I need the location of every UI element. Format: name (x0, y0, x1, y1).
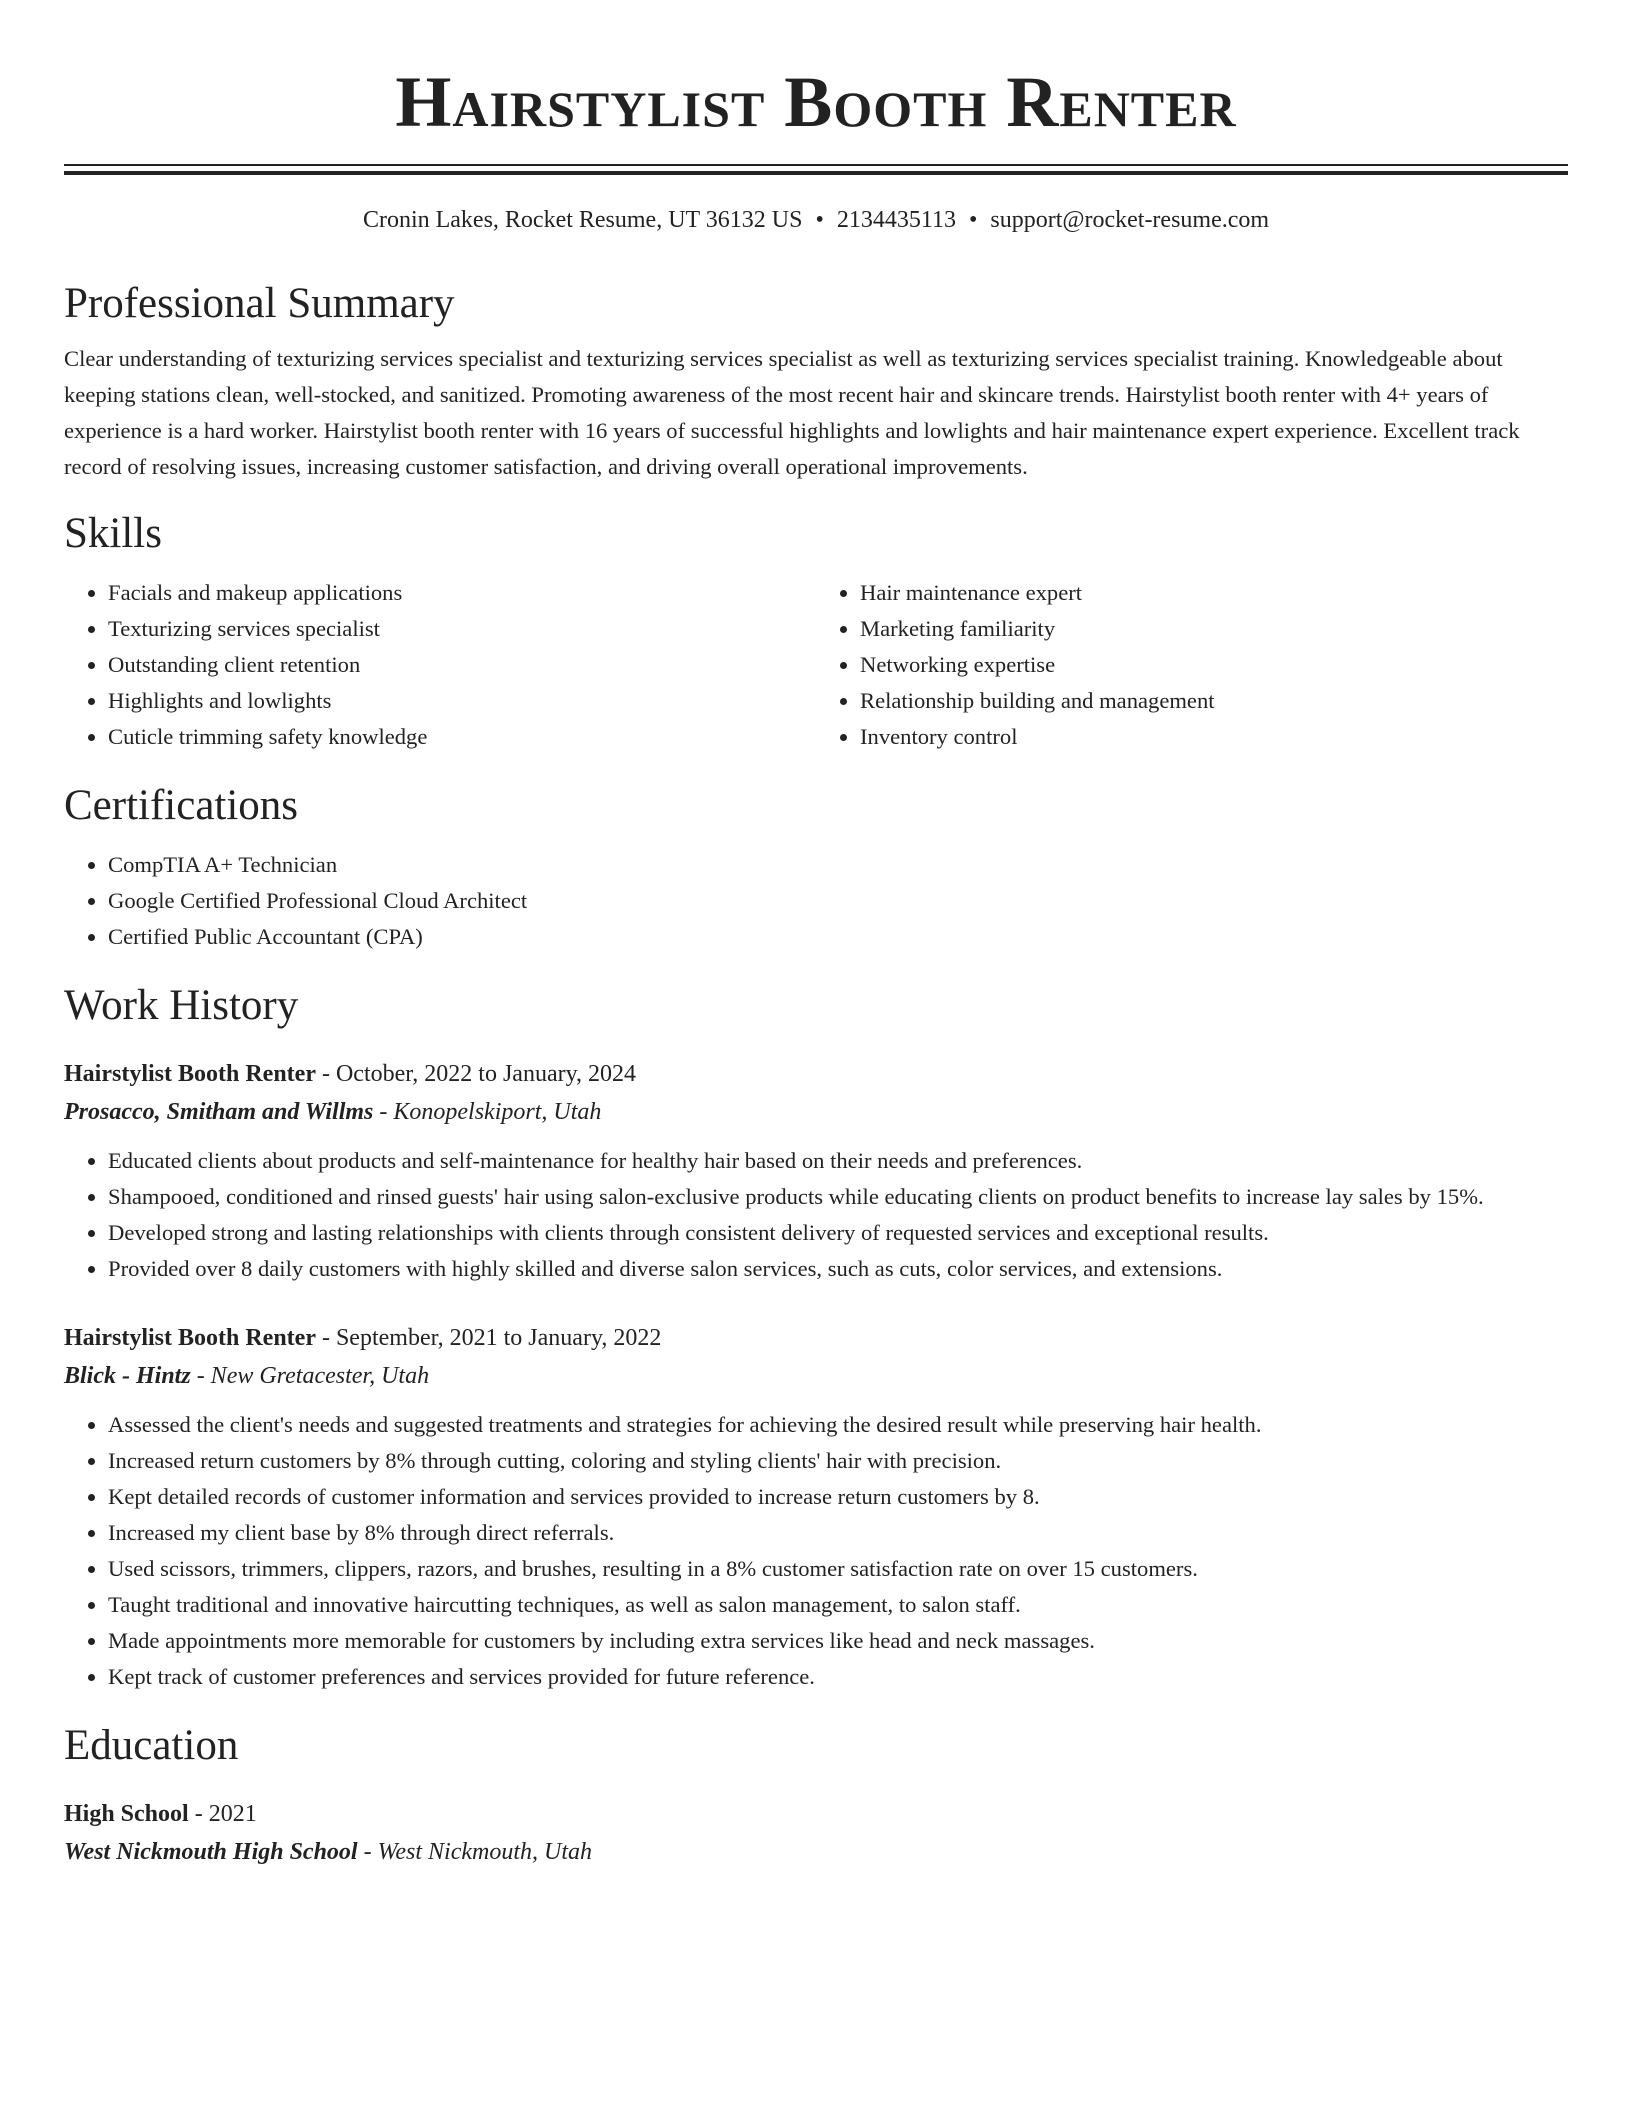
job-dates: - September, 2021 to January, 2022 (315, 1325, 662, 1351)
contact-email: support@rocket-resume.com (990, 207, 1270, 233)
resume-page (64, 0, 1568, 1871)
skills-heading: Skills (64, 510, 162, 557)
header-divider-thick (64, 171, 1568, 175)
job-role: Hairstylist Booth Renter (64, 1061, 316, 1087)
job-location: - New Gretacester, Utah (190, 1363, 430, 1389)
job-duty: • Developed strong and lasting relationships with clients through consistent delivery of requested services and exceptional results. (108, 1215, 1568, 1251)
education-header (64, 1795, 1568, 1833)
job-duty: • Shampooed, conditioned and rinsed guests' hair using salon-exclusive products while educating clients on product benefits to increase lay sales by 15%. (108, 1179, 1568, 1215)
contact-separator: • (968, 207, 978, 233)
job-duties-list (64, 1407, 1568, 1695)
contact-line (64, 203, 1568, 237)
job-role: Hairstylist Booth Renter (64, 1325, 316, 1351)
skill-item: • Facials and makeup applications (108, 575, 816, 611)
certification-item: • Certified Public Accountant (CPA) (108, 919, 1568, 955)
job-duty: • Increased return customers by 8% through cutting, coloring and styling clients' hair with precision. (108, 1443, 1568, 1479)
certifications-heading: Certifications (64, 782, 299, 829)
header-divider-thin (64, 164, 1568, 166)
job-duty: • Kept track of customer preferences and services provided for future reference. (108, 1659, 1568, 1695)
education-year: - 2021 (188, 1801, 257, 1827)
job-duty: • Made appointments more memorable for customers by including extra services like head and neck massages. (108, 1623, 1568, 1659)
job-header (64, 1319, 1568, 1357)
job-duty: • Assessed the client's needs and suggested treatments and strategies for achieving the desired result while preserving hair health. (108, 1407, 1568, 1443)
education-heading: Education (64, 1722, 239, 1769)
skill-item: • Relationship building and management (860, 683, 1568, 719)
resume-title: Hairstylist Booth Renter (395, 62, 1237, 142)
job-company: Prosacco, Smitham and Willms (64, 1099, 374, 1125)
job-header (64, 1055, 1568, 1093)
contact-address: Cronin Lakes, Rocket Resume, UT 36132 US (362, 207, 803, 233)
skill-item: • Networking expertise (860, 647, 1568, 683)
contact-phone: 2134435113 (836, 207, 956, 233)
education-school: West Nickmouth High School (64, 1839, 358, 1865)
skill-item: • Marketing familiarity (860, 611, 1568, 647)
skills-list-right (816, 575, 1568, 755)
skill-item: • Hair maintenance expert (860, 575, 1568, 611)
skill-item: • Cuticle trimming safety knowledge (108, 719, 816, 755)
summary-text: Clear understanding of texturizing services specialist and texturizing services specialist as well as texturizing services specialist training. Knowledgeable about keeping stations clean, well-stocked, and sanitized. Promoting awareness of the most recent hair and skincare trends. Hairstylist booth renter with 4+ years of experience is a hard worker. Hairstylist booth renter with 16 years of successful highlights and lowlights and hair maintenance expert experience. Excellent track record of resolving issues, increasing customer satisfaction, and driving overall operational improvements. (64, 346, 1520, 479)
education-degree: High School (64, 1801, 189, 1827)
job-company: Blick - Hintz (64, 1363, 191, 1389)
job-duty: • Used scissors, trimmers, clippers, razors, and brushes, resulting in a 8% customer satisfaction rate on over 15 customers. (108, 1551, 1568, 1587)
job-duty: • Kept detailed records of customer information and services provided to increase return customers by 8. (108, 1479, 1568, 1515)
skills-section (64, 507, 1568, 755)
job-duty: • Educated clients about products and self-maintenance for healthy hair based on their needs and preferences. (108, 1143, 1568, 1179)
education-section (64, 1719, 1568, 1871)
certifications-section (64, 779, 1568, 955)
work-history-section (64, 979, 1568, 1695)
certifications-list (64, 847, 1568, 955)
job-duty: • Taught traditional and innovative haircutting techniques, as well as salon management, to salon staff. (108, 1587, 1568, 1623)
work-history-heading: Work History (64, 982, 299, 1029)
education-location: - West Nickmouth, Utah (357, 1839, 593, 1865)
skill-item: • Outstanding client retention (108, 647, 816, 683)
summary-heading: Professional Summary (64, 280, 455, 327)
skills-list-left (64, 575, 816, 755)
job-location: - Konopelskiport, Utah (373, 1099, 602, 1125)
contact-separator: • (815, 207, 824, 233)
job-dates: - October, 2022 to January, 2024 (315, 1061, 637, 1087)
skill-item: • Texturizing services specialist (108, 611, 816, 647)
job-duty: • Increased my client base by 8% through direct referrals. (108, 1515, 1568, 1551)
summary-section (64, 277, 1568, 485)
skill-item: • Highlights and lowlights (108, 683, 816, 719)
job-entry (64, 1055, 1568, 1287)
job-entry (64, 1319, 1568, 1695)
job-employer (64, 1093, 1568, 1131)
education-institution (64, 1833, 1568, 1871)
job-duties-list (64, 1143, 1568, 1287)
job-employer (64, 1357, 1568, 1395)
certification-item: • CompTIA A+ Technician (108, 847, 1568, 883)
skill-item: • Inventory control (860, 719, 1568, 755)
certification-item: • Google Certified Professional Cloud Architect (108, 883, 1568, 919)
skills-grid (64, 575, 1568, 755)
job-duty: • Provided over 8 daily customers with highly skilled and diverse salon services, such as cuts, color services, and extensions. (108, 1251, 1568, 1287)
